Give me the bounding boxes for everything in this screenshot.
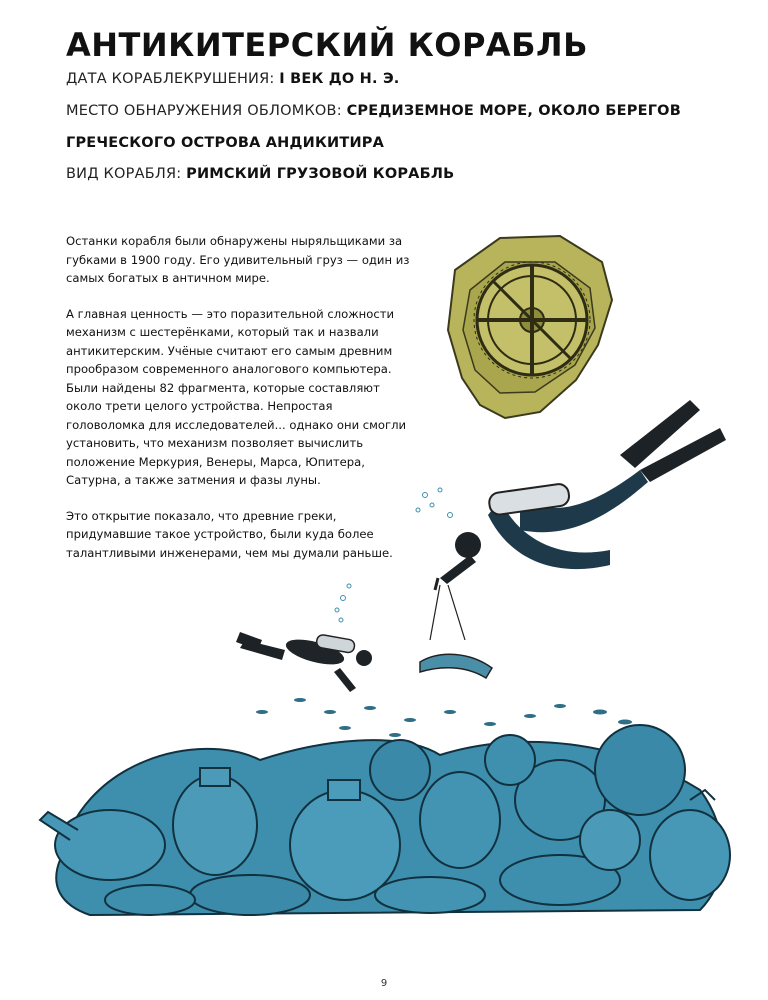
page-number: 9 xyxy=(380,978,388,989)
paragraph-conclusion: Это открытие показало, что древние греки, придумавшие такое устройство, были куда более талантливыми инженерами, чем мы думали раньше. xyxy=(66,508,393,560)
shipwreck-date-label: ДАТА КОРАБЛЕКРУШЕНИЯ: xyxy=(66,71,275,87)
article-body xyxy=(66,232,411,579)
paragraph-discovery: Останки корабля были обнаружены ныряльщиками за губками в 1900 году. Его удивительный груз — один из самых богатых в античном мире. xyxy=(66,234,410,285)
wreck-location-value-line2: ГРЕЧЕСКОГО ОСТРОВА АНДИКИТИРА xyxy=(66,135,385,151)
ship-type-label: ВИД КОРАБЛЯ: xyxy=(66,166,182,182)
ship-type-value: РИМСКИЙ ГРУЗОВОЙ КОРАБЛЬ xyxy=(186,166,455,182)
page-title: АНТИКИТЕРСКИЙ КОРАБЛЬ xyxy=(66,26,589,64)
wreck-location-line xyxy=(66,103,681,119)
shipwreck-date-line xyxy=(66,71,400,87)
large-diver-image xyxy=(416,400,726,678)
fish-school-image xyxy=(256,698,639,738)
antikythera-mechanism-image xyxy=(448,236,612,418)
wreck-location-value-line1: СРЕДИЗЕМНОЕ МОРЕ, ОКОЛО БЕРЕГОВ xyxy=(346,103,681,119)
small-diver-image xyxy=(236,584,372,692)
amphora-pile-image xyxy=(40,725,730,915)
paragraph-mechanism: А главная ценность — это поразительной сложности механизм с шестерёнками, который так и назвали антикитерским. Учёные считают его самым древним прообразом современного аналогового компьютера. Были найдены 82 фрагмента, которые составляют около трети целого устройства. Непростая головоломка для исследователей... однако они смогли установить, что механизм позволяет вычислить положение Меркурия, Венеры, Марса, Юпитера, Сатурна, а также затмения и фазы луны. xyxy=(66,306,407,487)
ship-type-line xyxy=(66,166,454,182)
shipwreck-date-value: I ВЕК ДО Н. Э. xyxy=(279,71,400,87)
wreck-location-line-2 xyxy=(66,135,384,151)
wreck-location-label: МЕСТО ОБНАРУЖЕНИЯ ОБЛОМКОВ: xyxy=(66,103,342,119)
